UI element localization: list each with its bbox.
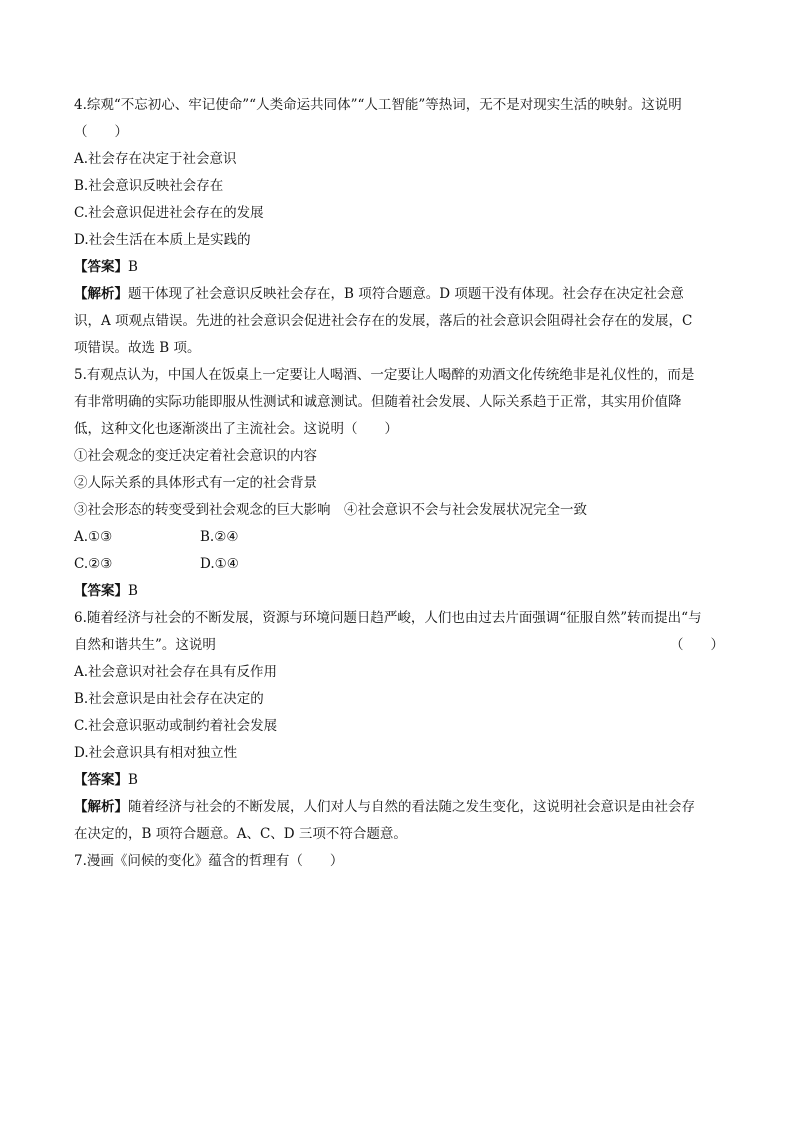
q5-stem-line-1: 5.有观点认为，中国人在饭桌上一定要让人喝酒、一定要让人喝醉的劝酒文化传统绝非是礼仪性的，而是 <box>74 367 695 383</box>
q6-option-c: C.社会意识驱动或制约着社会发展 <box>74 718 278 734</box>
q6-analysis-line-1: 【解析】随着经济与社会的不断发展，人们对人与自然的看法随之发生变化，这说明社会意识是由社会存 <box>74 799 695 815</box>
q5-option-c: C.②③ <box>74 556 113 572</box>
q4-option-d: D.社会生活在本质上是实践的 <box>74 232 251 248</box>
q5-statement-2: ②人际关系的具体形式有一定的社会背景 <box>74 475 317 491</box>
q6-stem-line-2: 自然和谐共生”。这说明 （ ） <box>74 632 724 659</box>
q6-option-a: A.社会意识对社会存在具有反作用 <box>74 664 278 680</box>
q5-answer <box>74 578 724 605</box>
q6-option-b: B.社会意识是由社会存在决定的 <box>74 691 264 707</box>
q4-stem: 4.综观“不忘初心、牢记使命”“人类命运共同体”“人工智能”等热词，无不是对现实生活的映射。这说明 <box>74 97 682 113</box>
q4-option-c: C.社会意识促进社会存在的发展 <box>74 205 264 221</box>
q5-option-d: D.①④ <box>200 556 239 572</box>
q5-options-row-2 <box>74 551 724 578</box>
q7-stem: 7.漫画《问候的变化》蕴含的哲理有（ ） <box>74 853 344 869</box>
q4-paren: （ ） <box>74 124 128 140</box>
q5-option-b: B.②④ <box>200 529 239 545</box>
analysis-label: 【解析】 <box>74 286 128 302</box>
q5-option-a: A.①③ <box>74 529 113 545</box>
q6-analysis-line-2: 在决定的，B 项符合题意。A、C、D 三项不符合题意。 <box>74 826 407 842</box>
q6-option-d: D.社会意识具有相对独立性 <box>74 745 238 761</box>
q6-answer <box>74 767 724 794</box>
q5-statement-1: ①社会观念的变迁决定着社会意识的内容 <box>74 448 317 464</box>
answer-value: B <box>128 772 138 788</box>
analysis-label: 【解析】 <box>74 799 128 815</box>
answer-label: 【答案】 <box>74 259 128 275</box>
q4-analysis-line-2: 识，A 项观点错误。先进的社会意识会促进社会存在的发展，落后的社会意识会阻碍社会存在的发展，C <box>74 313 693 329</box>
document-page <box>74 92 724 875</box>
q6-paren: （ ） <box>670 637 724 653</box>
q5-stem-line-2: 有非常明确的实际功能即服从性测试和诚意测试。但随着社会发展、人际关系趋于正常，其实用价值降 <box>74 394 682 410</box>
q5-stem-line-3: 低，这种文化也逐渐淡出了主流社会。这说明（ ） <box>74 421 398 437</box>
q4-analysis-line-1: 【解析】题干体现了社会意识反映社会存在，B 项符合题意。D 项题干没有体现。社会存在决定社会意 <box>74 286 684 302</box>
q4-option-a: A.社会存在决定于社会意识 <box>74 151 237 167</box>
answer-value: B <box>128 583 138 599</box>
q4-option-b: B.社会意识反映社会存在 <box>74 178 224 194</box>
q4-answer <box>74 254 724 281</box>
q5-statement-3-4: ③社会形态的转变受到社会观念的巨大影响 ④社会意识不会与社会发展状况完全一致 <box>74 502 587 518</box>
answer-label: 【答案】 <box>74 772 128 788</box>
answer-value: B <box>128 259 138 275</box>
q4-analysis-line-3: 项错误。故选 B 项。 <box>74 340 201 356</box>
q6-stem-line-1: 6.随着经济与社会的不断发展，资源与环境问题日趋严峻，人们也由过去片面强调“征服自然”转而提出“与 <box>74 610 702 626</box>
q5-options-row-1 <box>74 524 724 551</box>
answer-label: 【答案】 <box>74 583 128 599</box>
